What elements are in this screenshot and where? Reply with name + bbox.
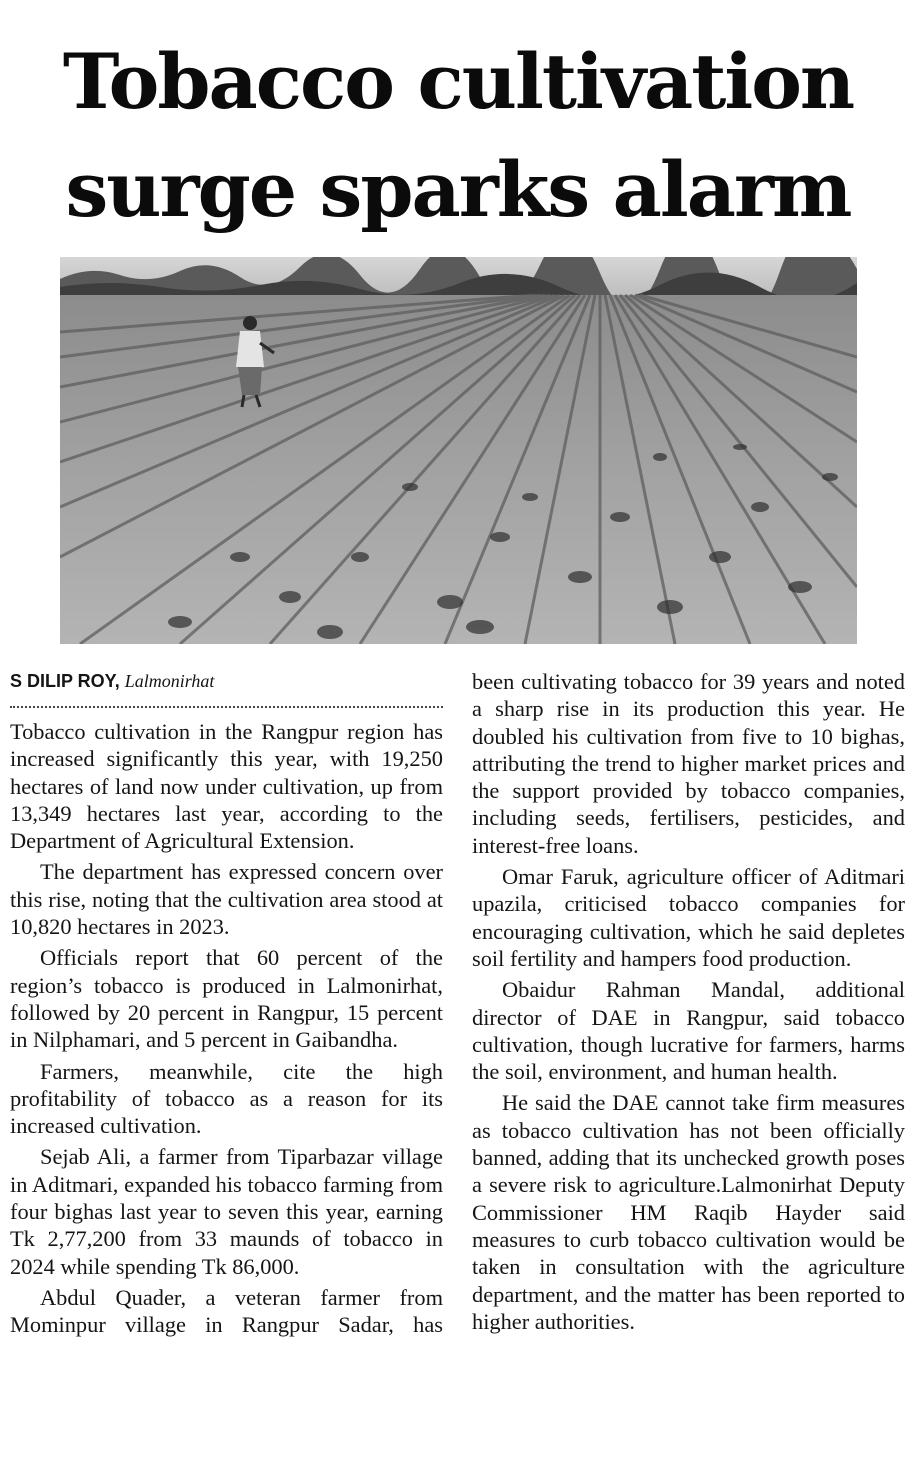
headline-line-2: surge sparks alarm [65,145,851,234]
paragraph: Tobacco cultivation in the Rangpur region has increased significantly this year, with 19,250 hectares of land now under cultivation, up from 13,349 hectares last year, according to the Department of Agricultural Extension. [10,719,443,854]
paragraph: Omar Faruk, agriculture officer of Aditmari upazila, criticised tobacco companies for encouraging cultivation, which he said depletes soil fertility and hampers food production. [472,864,905,971]
byline [10,668,443,708]
paragraph: Officials report that 60 percent of the region’s tobacco is produced in Lalmonirhat, followed by 20 percent in Rangpur, 15 percent in Nilphamari, and 5 percent in Gaibandha. [10,945,443,1053]
paragraph: Abdul Quader, a veteran farmer from Mominpur village in Rangpur Sadar, has [10,1284,443,1338]
paragraph: Farmers, meanwhile, cite the high profitability of tobacco as a reason for its increased cultivation. [10,1058,443,1139]
paragraph: Obaidur Rahman Mandal, additional director of DAE in Rangpur, said tobacco cultivation, though lucrative for farmers, harms the soil, environment, and human health. [472,977,905,1085]
paragraph: been cultivating tobacco for 39 years and noted a sharp rise in its production this year. He doubled his cultivation from five to 10 bighas, attributing the trend to higher market prices and the support provided by tobacco companies, including seeds, fertilisers, pesticides, and interest-free loans. [472,669,905,858]
tobacco-field-photo [60,257,857,644]
byline-location: Lalmonirhat [124,671,215,691]
paragraph: The department has expressed concern over this rise, noting that the cultivation area stood at 10,820 hectares in 2023. [10,859,443,940]
byline-author: S DILIP ROY, [10,671,120,691]
paragraph: Sejab Ali, a farmer from Tiparbazar village in Aditmari, expanded his tobacco farming from four bighas last year to seven this year, earning Tk 2,77,200 from 33 maunds of tobacco in 2024 while spending Tk 86,000. [10,1144,443,1279]
article-column-right [472,668,905,1339]
article-photo [60,257,857,644]
headline [0,28,916,244]
paragraph: He said the DAE cannot take firm measures as tobacco cultivation has not been officially banned, adding that its unchecked growth poses a severe risk to agriculture.Lalmonirhat Deputy Commissioner HM Raqib Hayder said measures to curb tobacco cultivation would be taken in consultation with the agriculture department, and the matter has been reported to higher authorities. [472,1090,905,1334]
headline-line-1: Tobacco cultivation [62,37,854,126]
article-column-left [10,668,443,1343]
